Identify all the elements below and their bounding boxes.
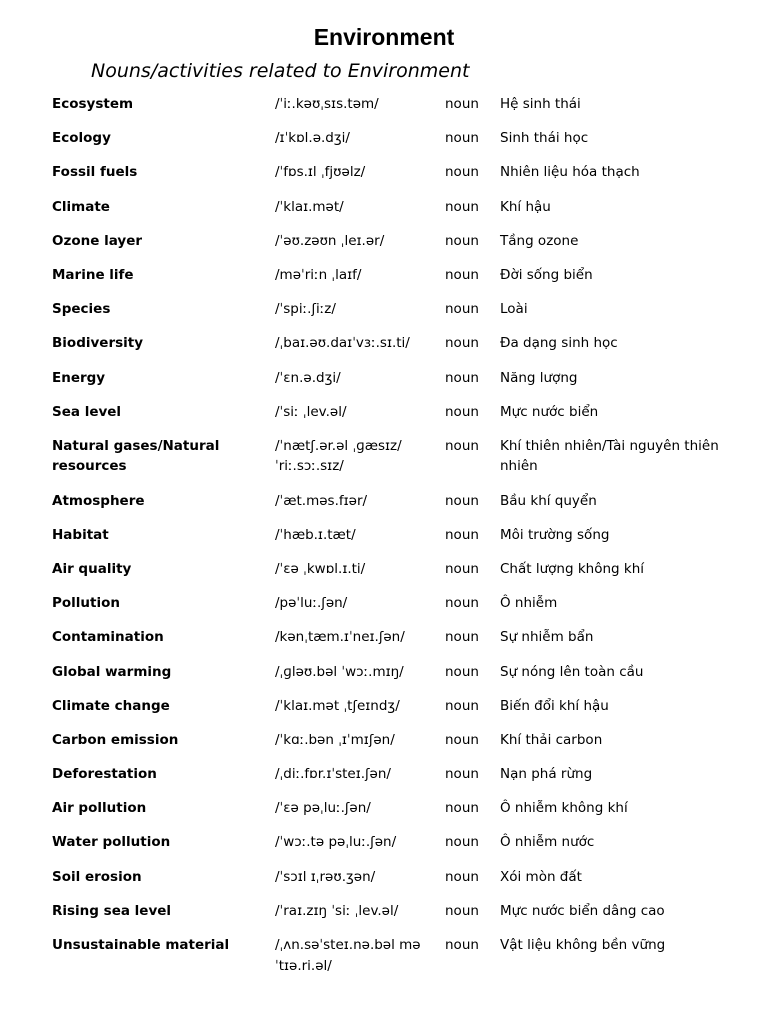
vocab-ipa: /ˈhæb.ɪ.tæt/ — [275, 526, 356, 543]
vocab-ipa: /kənˌtæm.ɪˈneɪ.ʃən/ — [275, 629, 405, 646]
vocab-word: Species — [52, 301, 111, 318]
vocab-meaning: Năng lượng — [500, 369, 578, 386]
vocab-ipa: /ˈklaɪ.mət ˌtʃeɪndʒ/ — [275, 697, 400, 714]
vocab-meaning: Khí hậu — [500, 198, 551, 215]
vocab-row — [52, 593, 752, 614]
vocab-pos: noun — [445, 595, 479, 612]
vocab-pos: noun — [445, 301, 479, 318]
vocab-word: Ozone layer — [52, 232, 143, 249]
vocab-row — [52, 662, 752, 683]
vocab-meaning: Mực nước biển — [500, 403, 599, 420]
vocab-row — [52, 436, 752, 477]
vocab-meaning: Ô nhiễm — [500, 595, 558, 612]
vocab-pos: noun — [445, 492, 479, 509]
vocab-row — [52, 128, 752, 149]
vocab-pos: noun — [445, 437, 479, 454]
vocab-row — [52, 197, 752, 218]
vocabulary-list — [52, 94, 752, 990]
page-subtitle: Nouns/activities related to Environment — [91, 60, 470, 82]
vocab-row — [52, 94, 752, 115]
vocab-meaning: Tầng ozone — [500, 232, 579, 249]
vocab-word: Pollution — [52, 595, 121, 612]
vocab-word: Water pollution — [52, 834, 171, 851]
vocab-word: Sea level — [52, 403, 122, 420]
vocab-ipa: /ˈɛə ˌkwɒl.ɪ.ti/ — [275, 560, 366, 577]
vocab-meaning: Chất lượng không khí — [500, 560, 644, 577]
vocab-row — [52, 402, 752, 423]
vocab-word: Natural gases/Natural resources — [52, 437, 220, 475]
vocab-word: Fossil fuels — [52, 164, 138, 181]
vocab-row — [52, 368, 752, 389]
vocab-ipa: /ɪˈkɒl.ə.dʒi/ — [275, 130, 350, 147]
vocab-meaning: Nạn phá rừng — [500, 766, 593, 783]
vocab-word: Climate change — [52, 697, 170, 714]
vocab-meaning: Ô nhiễm nước — [500, 834, 595, 851]
vocab-word: Carbon emission — [52, 731, 179, 748]
vocab-row — [52, 867, 752, 888]
vocab-meaning: Ô nhiễm không khí — [500, 800, 628, 817]
vocab-pos: noun — [445, 937, 479, 953]
vocab-pos: noun — [445, 403, 479, 420]
vocab-pos: noun — [445, 526, 479, 543]
vocab-word: Marine life — [52, 266, 134, 283]
vocab-meaning: Vật liệu không bền vững — [500, 937, 666, 953]
vocab-meaning: Đa dạng sinh học — [500, 335, 618, 352]
vocab-ipa: /ˈiː.kəʊˌsɪs.təm/ — [275, 96, 379, 112]
vocab-pos: noun — [445, 130, 479, 147]
vocab-ipa: /ˌbaɪ.əʊ.daɪˈvɜː.sɪ.ti/ — [275, 335, 410, 352]
vocab-ipa: /ˈklaɪ.mət/ — [275, 198, 344, 215]
vocab-row — [52, 832, 752, 853]
vocab-ipa: /ˌʌn.səˈsteɪ.nə.bəl məˈtɪə.ri.əl/ — [275, 937, 421, 974]
vocab-meaning: Sinh thái học — [500, 130, 589, 147]
vocab-row — [52, 265, 752, 286]
vocab-word: Energy — [52, 369, 106, 386]
vocab-word: Habitat — [52, 526, 109, 543]
vocab-pos: noun — [445, 868, 479, 885]
vocab-ipa: /ˌɡləʊ.bəl ˈwɔː.mɪŋ/ — [275, 663, 404, 680]
vocab-row — [52, 627, 752, 648]
vocab-pos: noun — [445, 697, 479, 714]
vocab-pos: noun — [445, 663, 479, 680]
vocab-row — [52, 798, 752, 819]
vocab-word: Air pollution — [52, 800, 147, 817]
vocab-ipa: /ˈraɪ.zɪŋ ˈsiː ˌlev.əl/ — [275, 902, 399, 919]
vocab-ipa: /ˈɛə pəˌluː.ʃən/ — [275, 800, 371, 817]
vocab-word: Biodiversity — [52, 335, 144, 352]
vocab-row — [52, 730, 752, 751]
vocab-ipa: /ˈəʊ.zəʊn ˌleɪ.ər/ — [275, 232, 385, 249]
vocab-ipa: /ˈkɑː.bən ˌɪˈmɪʃən/ — [275, 731, 395, 748]
vocab-row — [52, 299, 752, 320]
vocab-row — [52, 764, 752, 785]
vocab-pos: noun — [445, 629, 479, 646]
vocab-row — [52, 333, 752, 354]
vocab-row — [52, 525, 752, 546]
vocab-pos: noun — [445, 834, 479, 851]
vocab-pos: noun — [445, 731, 479, 748]
vocab-pos: noun — [445, 369, 479, 386]
vocab-ipa: /ˈwɔː.tə pəˌluː.ʃən/ — [275, 834, 397, 851]
vocab-pos: noun — [445, 232, 479, 249]
vocab-word: Climate — [52, 198, 110, 215]
vocab-pos: noun — [445, 198, 479, 215]
vocab-word: Soil erosion — [52, 868, 142, 885]
vocab-ipa: /ˈnætʃ.ər.əl ˌɡæsɪz/ˈriː.sɔː.sɪz/ — [275, 437, 402, 475]
vocab-word: Atmosphere — [52, 492, 145, 509]
vocab-pos: noun — [445, 800, 479, 817]
vocab-meaning: Loài — [500, 301, 528, 318]
vocab-pos: noun — [445, 335, 479, 352]
vocab-word: Global warming — [52, 663, 172, 680]
vocab-row — [52, 231, 752, 252]
vocab-ipa: /ˈɛn.ə.dʒi/ — [275, 369, 341, 386]
vocab-meaning: Khí thải carbon — [500, 731, 603, 748]
vocab-meaning: Nhiên liệu hóa thạch — [500, 164, 640, 181]
vocab-ipa: /ˈspiː.ʃiːz/ — [275, 301, 336, 318]
vocab-ipa: /ˈfɒs.ɪl ˌfjʊəlz/ — [275, 164, 366, 181]
vocab-word: Rising sea level — [52, 902, 172, 919]
vocab-pos: noun — [445, 902, 479, 919]
vocab-ipa: /ˌdiː.fɒr.ɪˈsteɪ.ʃən/ — [275, 766, 391, 783]
vocab-word: Air quality — [52, 560, 132, 577]
vocab-row — [52, 559, 752, 580]
vocab-meaning: Sự nóng lên toàn cầu — [500, 663, 644, 680]
vocab-meaning: Sự nhiễm bẩn — [500, 629, 594, 646]
vocab-meaning: Khí thiên nhiên/Tài nguyên thiên nhiên — [500, 437, 719, 475]
vocab-row — [52, 935, 752, 976]
vocab-ipa: /ˈsɔɪl ɪˌrəʊ.ʒən/ — [275, 868, 376, 885]
vocab-pos: noun — [445, 560, 479, 577]
vocab-meaning: Môi trường sống — [500, 526, 610, 543]
vocab-ipa: /məˈriːn ˌlaɪf/ — [275, 266, 362, 283]
vocab-word: Ecosystem — [52, 96, 134, 112]
vocab-row — [52, 696, 752, 717]
vocab-word: Ecology — [52, 130, 111, 147]
vocab-pos: noun — [445, 266, 479, 283]
vocab-word: Contamination — [52, 629, 164, 646]
vocab-ipa: /pəˈluː.ʃən/ — [275, 595, 348, 612]
vocab-meaning: Bầu khí quyển — [500, 492, 597, 509]
vocab-pos: noun — [445, 766, 479, 783]
vocab-pos: noun — [445, 96, 479, 112]
vocab-meaning: Biến đổi khí hậu — [500, 697, 609, 714]
vocab-meaning: Mực nước biển dâng cao — [500, 902, 665, 919]
vocab-row — [52, 162, 752, 183]
vocab-row — [52, 901, 752, 922]
vocab-meaning: Hệ sinh thái — [500, 96, 581, 112]
page-title: Environment — [313, 24, 455, 50]
vocab-word: Deforestation — [52, 766, 157, 783]
vocab-row — [52, 491, 752, 512]
vocab-pos: noun — [445, 164, 479, 181]
vocab-word: Unsustainable material — [52, 937, 230, 953]
vocab-ipa: /ˈsiː ˌlev.əl/ — [275, 403, 347, 420]
vocab-ipa: /ˈæt.məs.fɪər/ — [275, 492, 368, 509]
vocab-meaning: Xói mòn đất — [500, 868, 582, 885]
vocab-meaning: Đời sống biển — [500, 266, 593, 283]
